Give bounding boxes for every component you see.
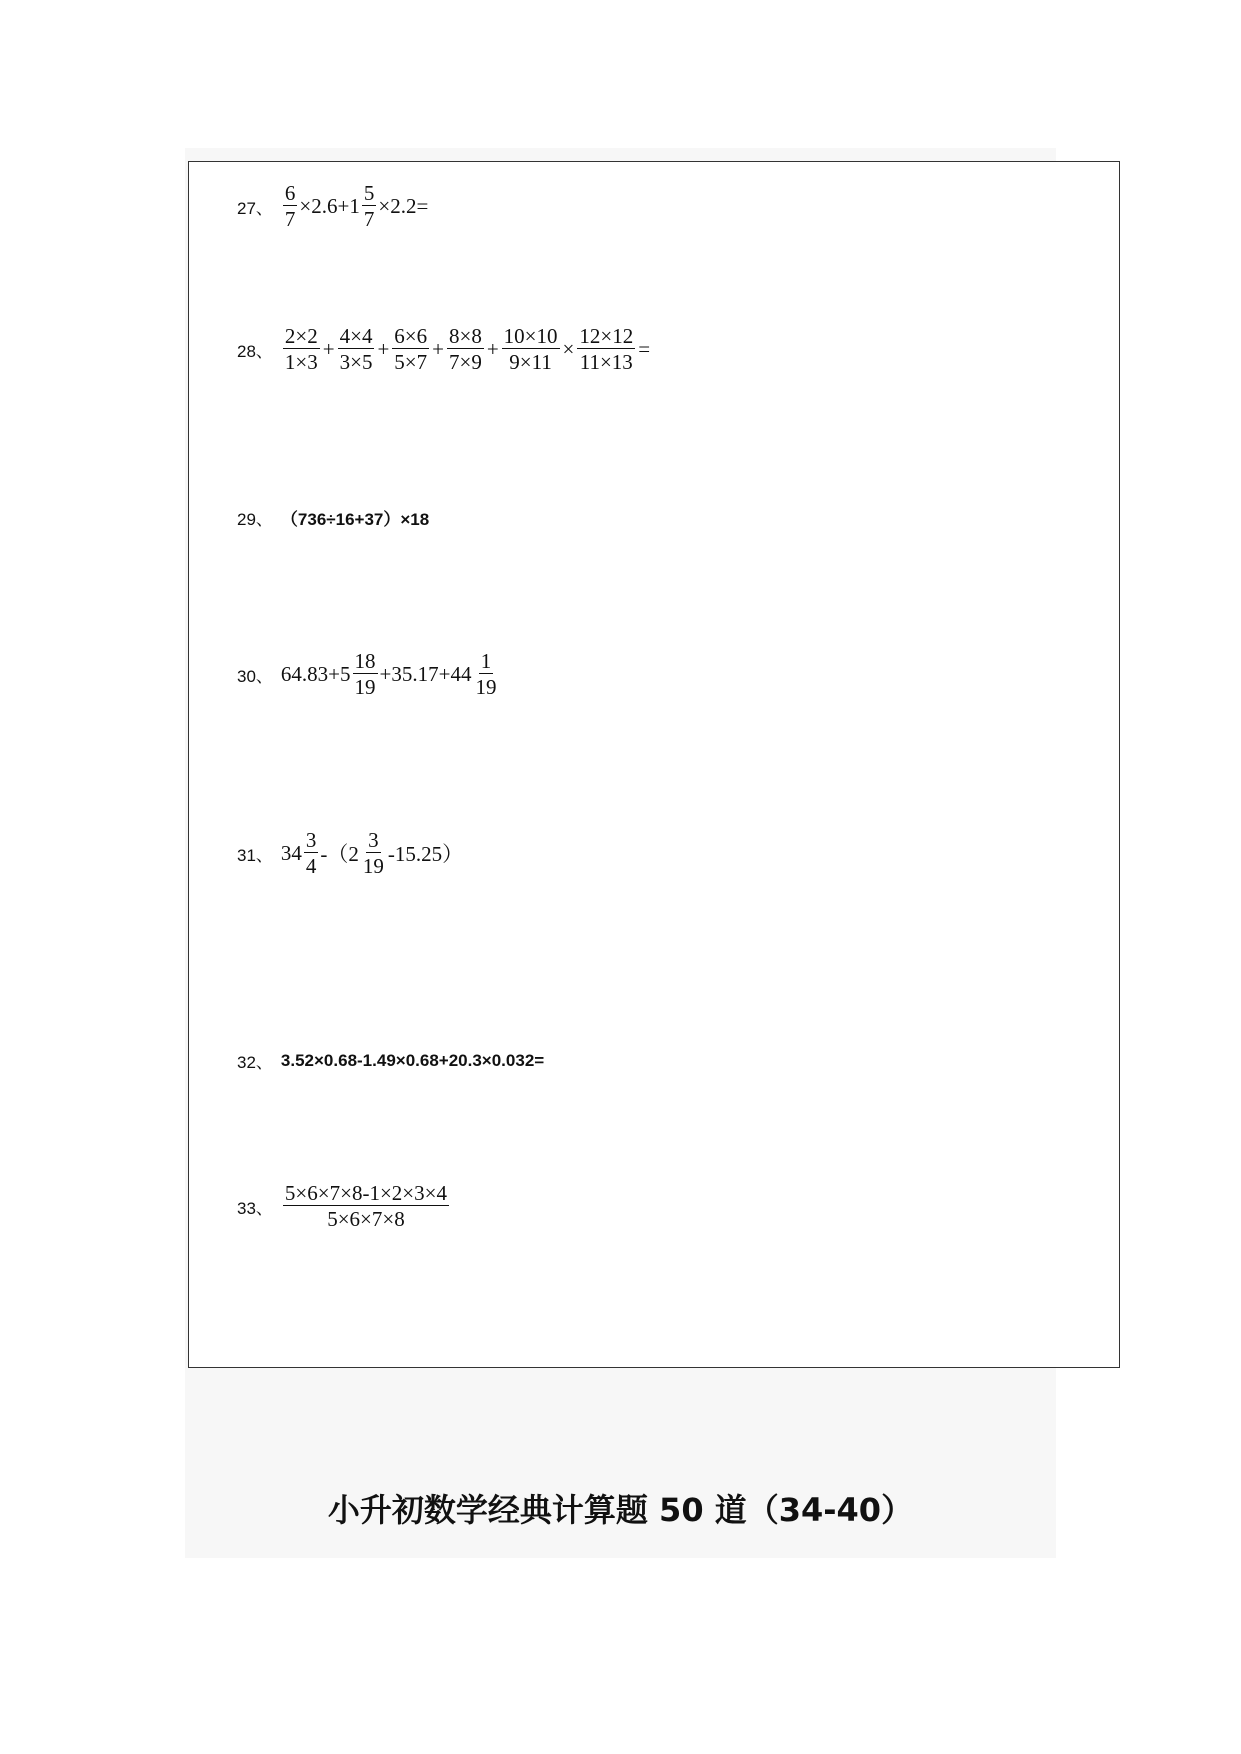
numerator: 4×4 [339, 324, 373, 348]
fraction [473, 650, 498, 698]
problem-number: 33、 [237, 1198, 273, 1218]
fraction [577, 325, 635, 373]
fraction [447, 325, 484, 373]
expression-text: +35.17+44 [379, 661, 472, 686]
fraction [362, 182, 377, 230]
fraction [353, 650, 378, 698]
denominator: 19 [475, 675, 497, 700]
fraction [283, 1182, 449, 1230]
problem-27 [237, 182, 428, 230]
numerator: 6 [284, 181, 296, 205]
fraction [392, 325, 429, 373]
fraction [283, 325, 320, 373]
operator: + [322, 336, 335, 361]
problem-number: 30、 [237, 666, 273, 686]
numerator: 6×6 [394, 324, 428, 348]
expression-text: -15.25） [387, 842, 464, 867]
section-title: 小升初数学经典计算题 50 道（34-40） [327, 1491, 914, 1529]
expression-text: 64.83+5 [280, 661, 351, 686]
expression-text: ×2.2= [378, 193, 429, 218]
denominator: 19 [354, 675, 376, 700]
fraction [338, 325, 375, 373]
fraction [304, 829, 319, 877]
expression-text: （736÷16+37）×18 [280, 510, 430, 529]
fraction [283, 182, 298, 230]
numerator: 5 [363, 181, 375, 205]
expression-text: 3.52×0.68-1.49×0.68+20.3×0.032= [280, 1050, 545, 1070]
denominator: 3×5 [339, 350, 373, 375]
problem-28 [237, 325, 651, 373]
numerator: 18 [354, 649, 376, 673]
operator: × [562, 336, 575, 361]
problem-30 [237, 650, 500, 698]
expression-text: ×2.6+1 [299, 193, 360, 218]
denominator: 1×3 [284, 350, 318, 375]
expression-text: -（2 [320, 842, 359, 867]
problem-number: 29、 [237, 510, 273, 529]
problem-number: 32、 [237, 1053, 273, 1072]
problem-number: 28、 [237, 341, 273, 361]
denominator: 9×11 [509, 350, 552, 375]
numerator: 5×6×7×8-1×2×3×4 [284, 1181, 447, 1205]
denominator: 5×6×7×8 [327, 1207, 405, 1232]
operator: + [432, 336, 444, 361]
fraction [502, 325, 560, 373]
numerator: 10×10 [503, 324, 558, 348]
numerator: 3 [305, 828, 317, 852]
numerator: 8×8 [448, 324, 482, 348]
expression-text: 34 [280, 840, 302, 865]
denominator: 4 [305, 854, 317, 879]
numerator: 12×12 [579, 324, 634, 348]
problem-number: 31、 [237, 845, 273, 865]
problem-31 [237, 829, 463, 877]
operator: + [486, 336, 499, 361]
problem-number: 27、 [237, 198, 273, 218]
denominator: 5×7 [394, 350, 428, 375]
problem-32 [237, 1048, 544, 1073]
denominator: 7 [284, 207, 296, 232]
denominator: 11×13 [579, 350, 633, 375]
problem-33 [237, 1182, 451, 1230]
operator: + [377, 336, 390, 361]
numerator: 2×2 [284, 324, 318, 348]
problem-29 [237, 505, 429, 530]
operator: = [638, 336, 651, 361]
denominator: 7 [363, 207, 375, 232]
denominator: 7×9 [448, 350, 482, 375]
problem-box [188, 161, 1120, 1368]
numerator: 1 [480, 649, 492, 673]
denominator: 19 [362, 854, 384, 879]
numerator: 3 [368, 828, 379, 852]
fraction [361, 829, 386, 877]
